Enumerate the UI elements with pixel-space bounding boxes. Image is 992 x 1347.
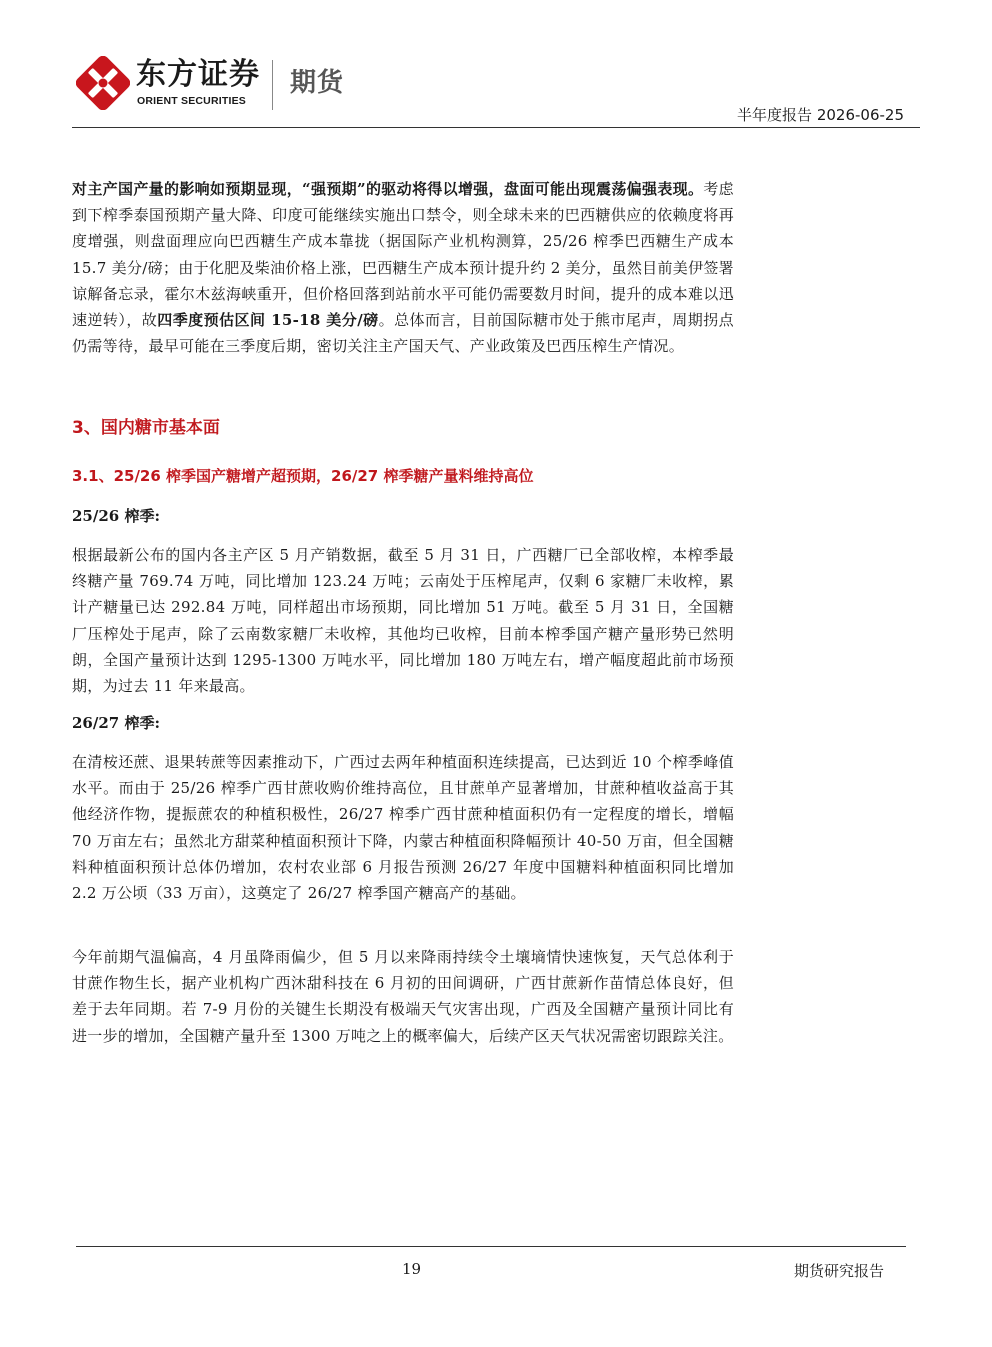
paragraph-26-27-area: 在清桉还蔗、退果转蔗等因素推动下，广西过去两年种植面积连续提高，已达到近 10 个榨季峰值水平。而由于 25/26 榨季广西甘蔗收购价维持高位，且甘蔗单产显著增加，甘蔗种植收益高于其他经济作物，提振蔗农的种植积极性，26/27 榨季广西甘蔗种植面积仍有一定程度的增长，增幅 70 万亩左右；虽然北方甜菜种植面积预计下降，内蒙古种植面积降幅预计 40-50 万亩，但全国糖料种植面积预计总体仍增加，农村农业部 6 月报告预测 26/27 年度中国糖料种植面积同比增加 2.2 万公顷（33 万亩），这奠定了 26/27 榨季国产糖高产的基础。	[72, 753, 734, 903]
brand-name-cn: 东方证券	[136, 57, 260, 92]
footer-rule	[76, 1246, 906, 1247]
bold-lead: 对主产国产量的影响如预期显现，“强预期”的驱动将得以增强，盘面可能出现震荡偏强表现。	[72, 180, 704, 198]
division-name: 期货	[290, 68, 345, 98]
paragraph-weather-outlook: 今年前期气温偏高，4 月虽降雨偏少，但 5 月以来降雨持续令土壤墒情快速恢复，天气总体利于甘蔗作物生长，据产业机构广西沐甜科技在 6 月初的田间调研，广西甘蔗新作苗情总体良好，但差于去年同期。若 7-9 月份的关键生长期没有极端天气灾害出现，广西及全国糖产量预计同比有进一步的增加，全国糖产量升至 1300 万吨之上的概率偏大，后续产区天气状况需密切跟踪关注。	[72, 948, 734, 1045]
report-type-date: 半年度报告 2026-06-25	[737, 106, 904, 124]
text-cost-analysis: 考虑到下榨季泰国预期产量大降、印度可能继续实施出口禁令，则全球未来的巴西糖供应的依赖度将再度增强，则盘面理应向巴西糖生产成本靠拢（据国际产业机构测算，25/26 榨季巴西糖生产成本 15.7 美分/磅；由于化肥及柴油价格上涨，巴西糖生产成本预计提升约 2 美分，虽然目前美伊签署谅解备忘录，霍尔木兹海峡重开，但价格回落到站前水平可能仍需要数月时间，提升的成本难以迅速逆转），故	[72, 180, 734, 330]
block-25-26	[72, 542, 734, 699]
paragraph-global-outlook	[72, 176, 734, 359]
text-summary: 。总体而言，目前国际糖市处于熊市尾声，周期拐点仍需等待，最早可能在三季度后期，密切关注主产国天气、产业政策及巴西压榨生产情况。	[72, 311, 734, 356]
paragraph-25-26-production: 根据最新公布的国内各主产区 5 月产销数据，截至 5 月 31 日，广西糖厂已全部收榨，本榨季最终糖产量 769.74 万吨，同比增加 123.24 万吨；云南处于压榨尾声，仅剩 6 家糖厂未收榨，累计产糖量已达 292.84 万吨，同样超出市场预期，同比增加 51 万吨。截至 5 月 31 日，全国糖厂压榨处于尾声，除了云南数家糖厂未收榨，其他均已收榨，目前本榨季国产糖产量形势已然明朗，全国产量预计达到 1295-1300 万吨水平，同比增加 180 万吨左右，增产幅度超此前市场预期，为过去 11 年来最高。	[72, 546, 734, 696]
intro-paragraph-block	[72, 176, 734, 359]
page-number: 19	[402, 1260, 422, 1278]
block-weather	[72, 944, 734, 1049]
logo-divider	[272, 60, 273, 110]
block-26-27	[72, 749, 734, 906]
subheading-26-27: 26/27 榨季:	[72, 714, 160, 732]
page-header	[0, 0, 992, 130]
orient-securities-logo-icon	[76, 56, 130, 110]
footer-report-label: 期货研究报告	[793, 1262, 884, 1280]
brand-name-en: ORIENT SECURITIES	[137, 95, 246, 107]
section-3-heading: 3、国内糖市基本面	[72, 418, 220, 438]
header-rule	[72, 127, 920, 128]
section-3-1-heading: 3.1、25/26 榨季国产糖增产超预期，26/27 榨季糖产量料维持高位	[72, 467, 534, 485]
subheading-25-26: 25/26 榨季:	[72, 507, 160, 525]
bold-price-range: 四季度预估区间 15-18 美分/磅	[157, 311, 379, 330]
